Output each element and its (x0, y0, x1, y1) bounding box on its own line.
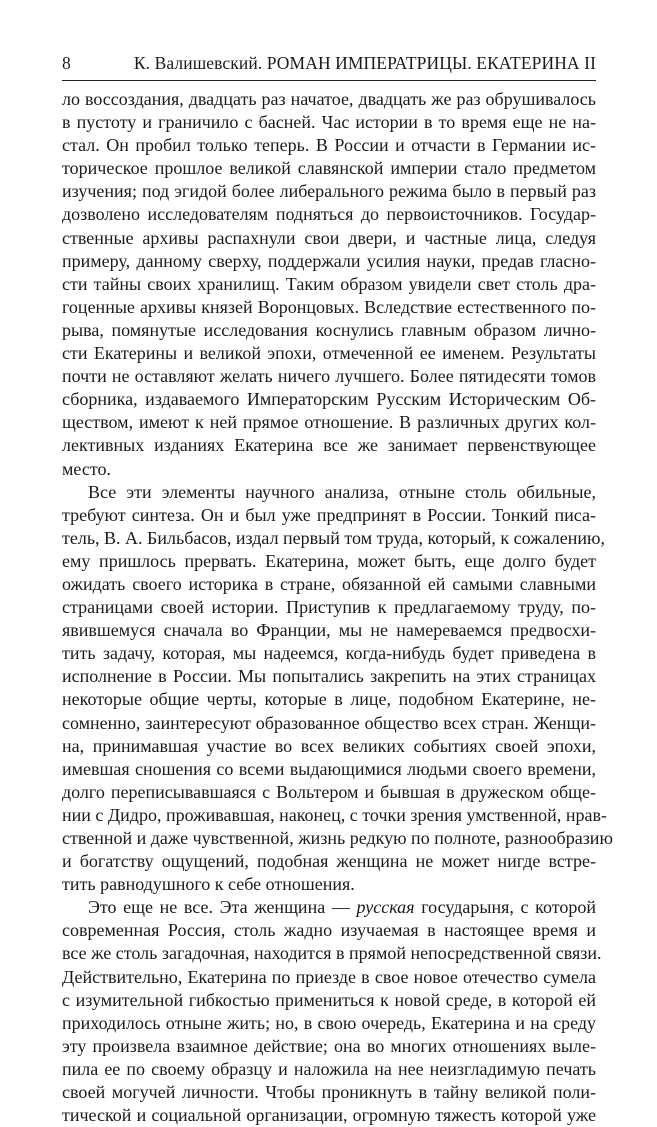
text-line: долго переписывавшаяся с Вольтером и бывшая в дружеском обще- (62, 781, 596, 802)
text-line: ожидать своего историка в стране, обязанной ей самыми славными (62, 573, 596, 594)
emphasis: русская (356, 897, 415, 918)
text-line: страницами своей истории. Приступив к предлагаемому труду, по- (62, 597, 596, 618)
text-segment: Это еще не все. Эта женщина — (88, 897, 357, 918)
text-line: современная Россия, столь жадно изучаемая в настоящее время и (62, 920, 596, 941)
paragraph (62, 896, 602, 1127)
text-line (62, 896, 596, 919)
text-line: и богатству ощущений, подобная женщина не может нигде встре- (62, 851, 596, 872)
running-header (62, 53, 596, 79)
text-line: в пустоту и граничило с басней. Час истории в то время еще не на- (62, 112, 596, 133)
text-line: лективных изданиях Екатерина все же занимает первенствующее (62, 435, 596, 456)
text-segment: государыня, с которой (414, 897, 596, 918)
text-line: примеру, данному сверху, поддержали усилия науки, предав гласно- (62, 250, 596, 271)
text-line: явившемуся сначала во Франции, мы не намереваемся предвосхи- (62, 620, 596, 641)
text-line: сти тайны своих хранилищ. Таким образом увидели свет столь дра- (62, 273, 596, 294)
text-line: ществом, имеют к ней прямое отношение. В различных других кол- (62, 412, 596, 433)
text-line: тической и социальной организации, огромную тяжесть которой уже (62, 1105, 596, 1126)
page-number: 8 (62, 53, 71, 73)
text-line: все же столь загадочная, находится в прямой непосредственной связи. (62, 943, 602, 964)
text-line: Действительно, Екатерина по приезде в свое новое отечество сумела (62, 966, 596, 987)
text-line: на, принимавшая участие во всех великих событиях своей эпохи, (62, 735, 596, 756)
text-line: ло воссоздания, двадцать раз начатое, двадцать же раз обрушивалось (62, 89, 596, 109)
text-line: некоторые общие черты, которые в лице, подобном Екатерине, не- (62, 689, 596, 710)
text-line: почти не оставляют желать ничего лучшего. Более пятидесяти томов (62, 366, 596, 387)
text-line: эту произвела взаимное действие; она во многих отношениях выле- (62, 1035, 596, 1056)
text-line: сомненно, заинтересуют образованное общество всех стран. Женщи- (62, 712, 596, 733)
text-line: требуют синтеза. Он и был уже предпринят в России. Тонкий писа- (62, 504, 596, 525)
text-line: рыва, помянутые исследования коснулись главным образом лично- (62, 319, 596, 340)
text-line: ственные архивы распахнули свои двери, и частные лица, следуя (62, 227, 596, 248)
text-line: тить равнодушного к себе отношения. (62, 874, 355, 895)
text-line: имевшая сношения со всеми выдающимися людьми своего времени, (62, 758, 596, 779)
paragraph (62, 88, 596, 481)
paragraph (62, 481, 613, 897)
text-line: пила ее по своему образцу и наложила на нее неизгладимую печать (62, 1058, 596, 1079)
text-line: своей могучей личности. Чтобы проникнуть в тайну великой поли- (62, 1082, 596, 1103)
running-title: К. Валишевский. РОМАН ИМПЕРАТРИЦЫ. ЕКАТЕРИНА II (133, 53, 596, 73)
text-line: дозволено исследователям подняться до первоисточников. Государ- (62, 204, 596, 225)
body-text (62, 88, 613, 1127)
text-line: тить задачу, которая, мы надеемся, когда-нибудь будет приведена в (62, 643, 596, 664)
text-line: Все эти элементы научного анализа, отныне столь обильные, (88, 481, 596, 502)
text-line: с изумительной гибкостью примениться к новой среде, в которой ей (62, 989, 596, 1010)
text-line: торическое прошлое великой славянской империи стало предметом (62, 158, 596, 179)
text-line: приходилось отныне жить; но, в свою очередь, Екатерина и на среду (62, 1012, 596, 1033)
text-line: сборника, издаваемого Императорским Русским Историческим Об- (62, 389, 596, 410)
text-line: тель, В. А. Бильбасов, издал первый том труда, который, к сожалению, (62, 527, 605, 548)
text-line: исполнение в России. Мы попытались закрепить на этих страницах (62, 666, 596, 687)
text-line: нии с Дидро, проживавшая, наконец, с точки зрения умственной, нрав- (62, 804, 607, 825)
text-line: стал. Он пробил только теперь. В России и отчасти в Германии ис- (62, 135, 596, 156)
text-line: ственной и даже чувственной, жизнь редкую по полноте, разнообразию (62, 828, 613, 848)
text-line: ему пришлось прервать. Екатерина, может быть, еще долго будет (62, 550, 596, 571)
text-line: сти Екатерины и великой эпохи, отмеченной ее именем. Результаты (62, 343, 596, 364)
text-line: изучения; под эгидой более либерального режима было в первый раз (62, 181, 596, 202)
header-rule (62, 80, 596, 81)
text-line: место. (62, 458, 111, 479)
text-line: гоценные архивы князей Воронцовых. Вследствие естественного по- (62, 296, 596, 317)
